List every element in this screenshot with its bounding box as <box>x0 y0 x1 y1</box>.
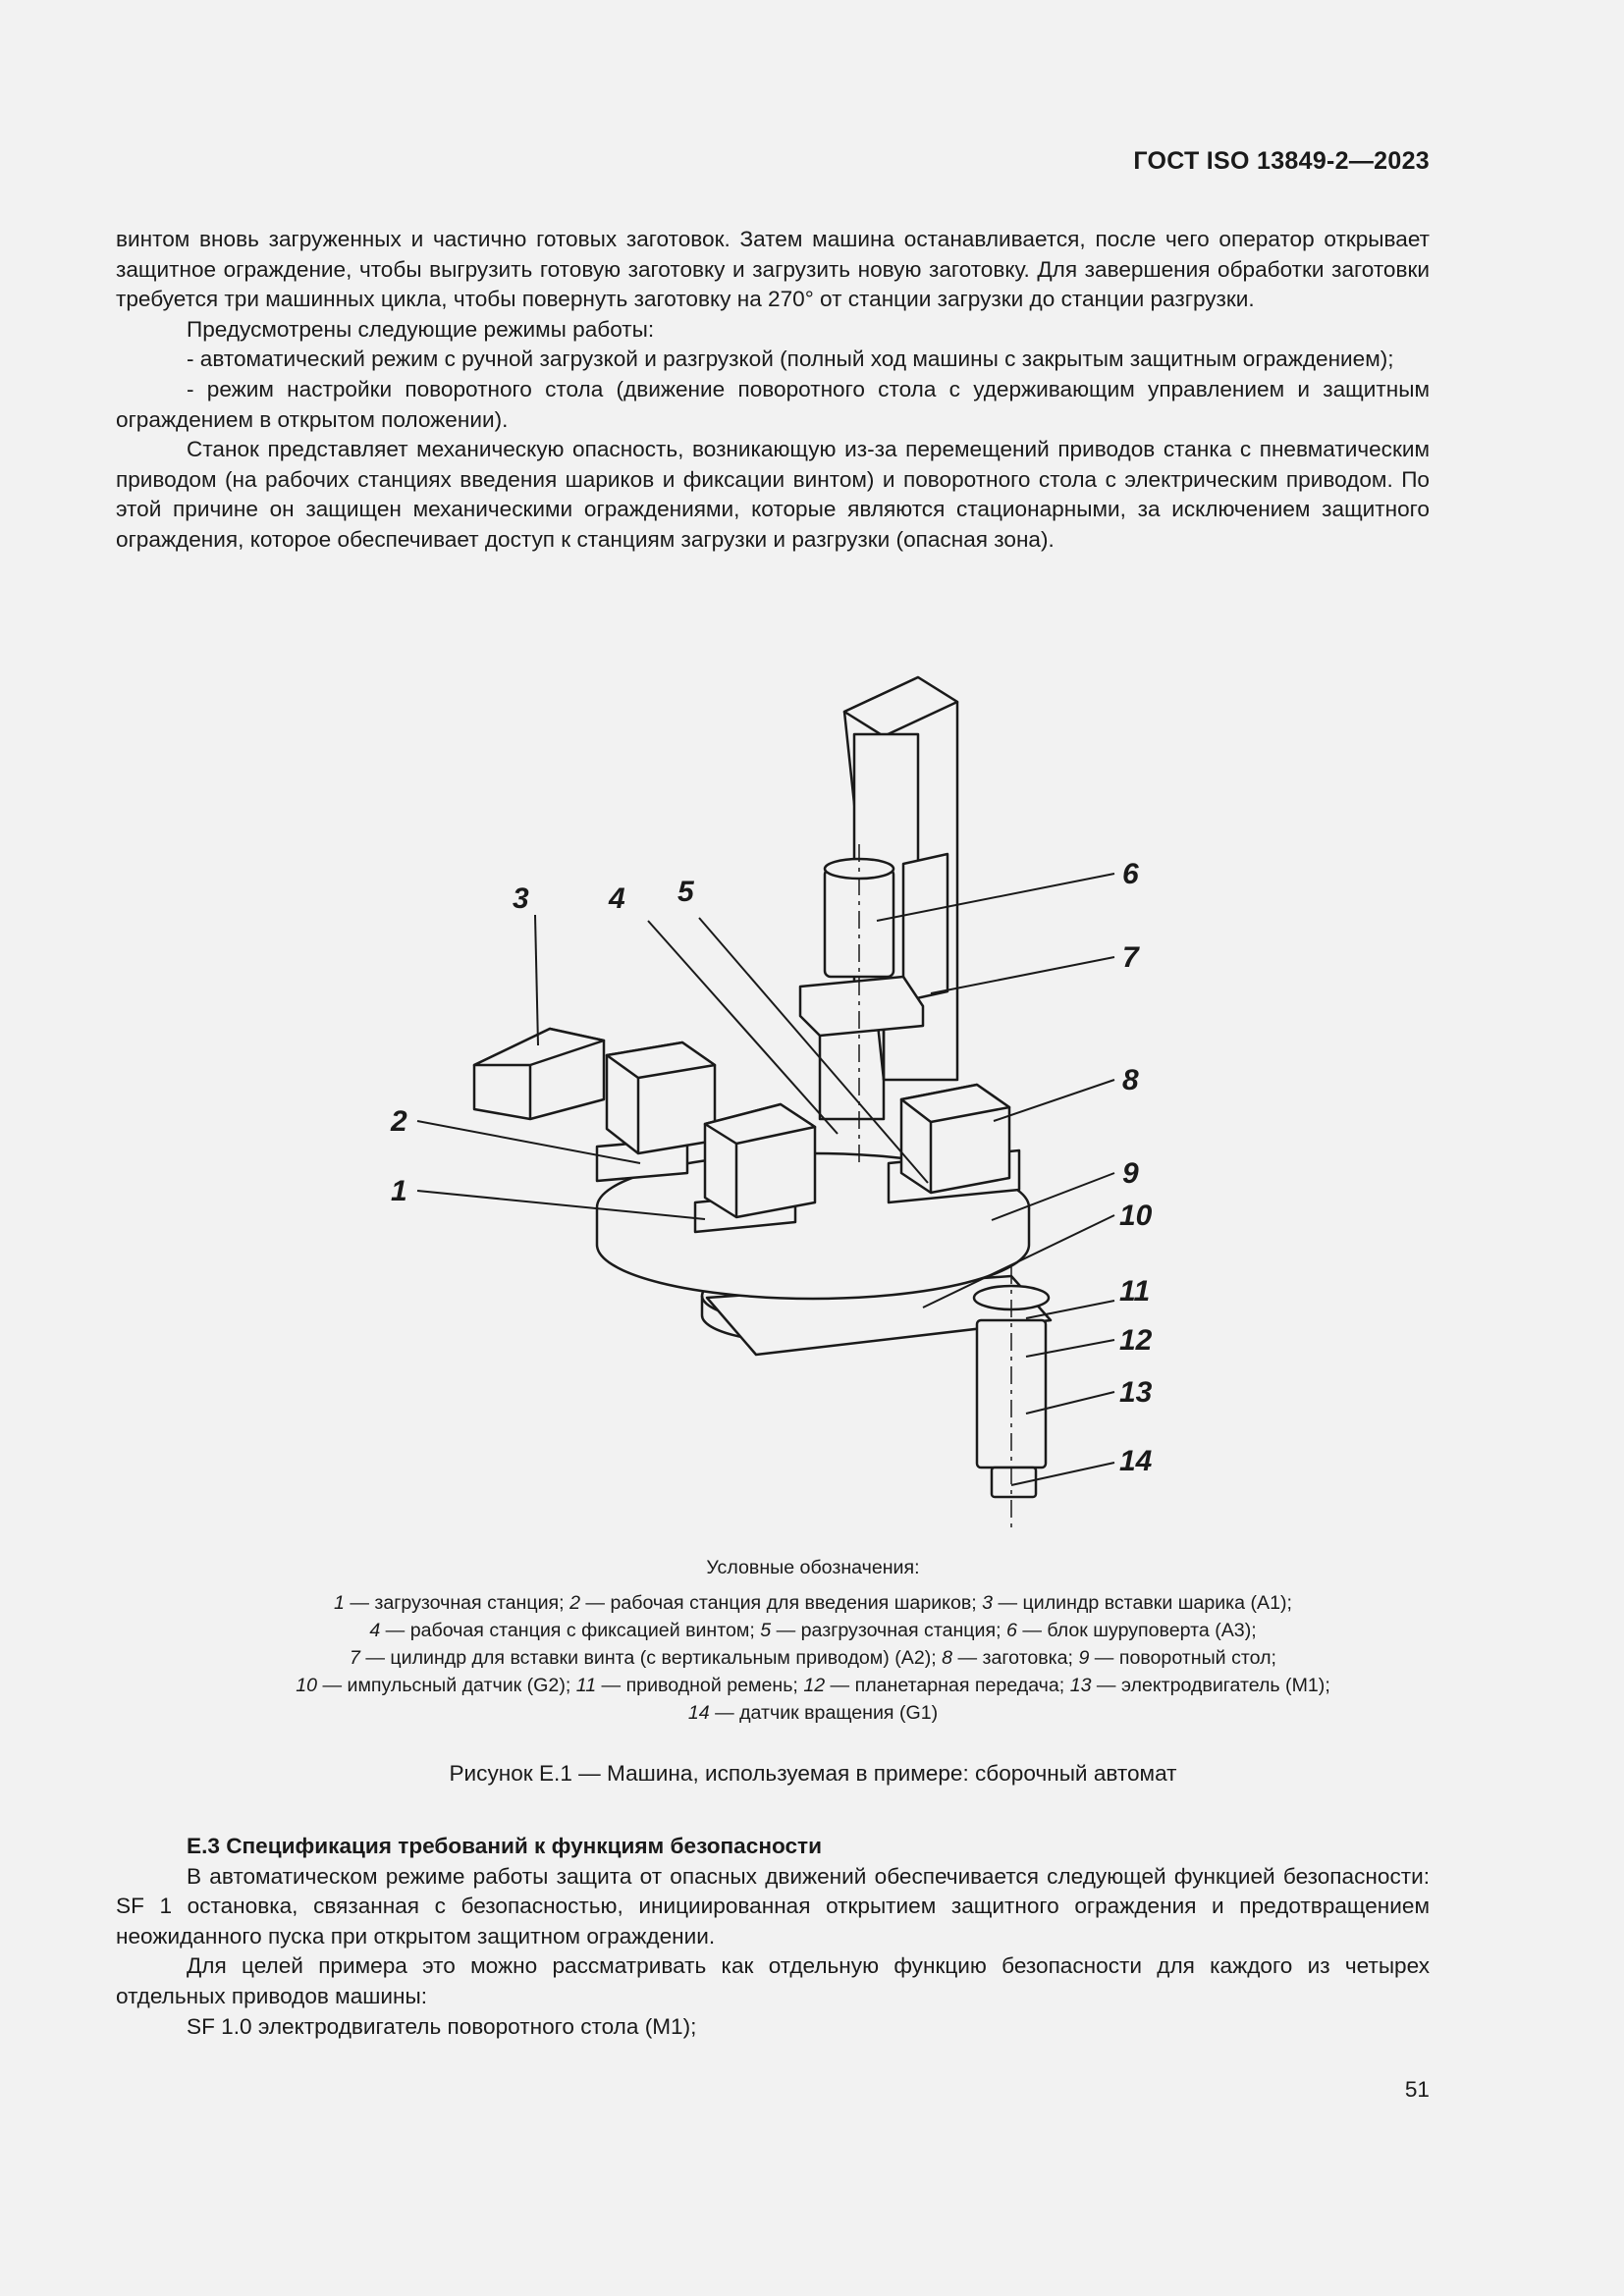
paragraph: Предусмотрены следующие режимы работы: <box>187 316 655 342</box>
label-2: 2 <box>391 1105 407 1138</box>
machine-figure <box>373 667 1434 1551</box>
label-13: 13 <box>1119 1376 1153 1409</box>
legend-title: Условные обозначения: <box>706 1557 920 1578</box>
legend-num: 5 <box>760 1620 772 1641</box>
legend-text: — планетарная передача; <box>825 1675 1070 1696</box>
label-14: 14 <box>1119 1445 1153 1477</box>
list-item: - автоматический режим с ручной загрузкой и разгрузкой (полный ход машины с закрытым защитным ограждением); <box>187 347 1394 372</box>
legend-text: — датчик вращения (G1) <box>709 1702 939 1724</box>
label-4: 4 <box>609 882 625 915</box>
legend-num: 2 <box>569 1592 580 1614</box>
legend-num: 10 <box>296 1675 318 1696</box>
document-header: ГОСТ ISO 13849-2—2023 <box>1133 147 1430 175</box>
legend-num: 1 <box>334 1592 345 1614</box>
legend-text: — цилиндр для вставки винта (с вертикальным приводом) (A2); <box>359 1647 943 1669</box>
paragraph: В автоматическом режиме работы защита от опасных движений обеспечивается следующей функцией безопасности: SF 1 остановка, связанная с безопасностью, инициированная открытием защитного ограждения и предотвращением неожиданного пуска при открытом защитном ограждении. <box>116 1863 1430 1949</box>
section-heading: E.3 Спецификация требований к функциям безопасности <box>187 1834 822 1858</box>
legend-line <box>116 1699 1510 1727</box>
label-12: 12 <box>1119 1324 1153 1357</box>
legend-num: 14 <box>687 1702 710 1724</box>
label-11: 11 <box>1119 1275 1151 1308</box>
legend-num: 12 <box>803 1675 826 1696</box>
legend-text: — рабочая станция для введения шариков; <box>579 1592 983 1614</box>
body-text-section <box>116 1832 1430 2042</box>
paragraph: винтом вновь загруженных и частично готовых заготовок. Затем машина останавливается, после чего оператор открывает защитное ограждение, чтобы выгрузить готовую заготовку и загрузить новую заготовку. Для завершения обработки заготовки требуется три машинных цикла, чтобы повернуть заготовку на 270° от станции загрузки до станции разгрузки. <box>116 227 1430 312</box>
carriage <box>903 854 947 1001</box>
machine-drawing <box>373 667 1434 1551</box>
legend-num: 7 <box>350 1647 360 1669</box>
paragraph: SF 1.0 электродвигатель поворотного стола (M1); <box>187 2013 697 2039</box>
label-6: 6 <box>1122 858 1139 890</box>
legend-num: 8 <box>942 1647 953 1669</box>
legend-line <box>116 1617 1510 1644</box>
body-text-intro <box>116 225 1430 556</box>
legend-num: 6 <box>1005 1620 1017 1641</box>
legend-text: — блок шуруповерта (A3); <box>1016 1620 1257 1641</box>
figure-caption: Рисунок E.1 — Машина, используемая в примере: сборочный автомат <box>449 1761 1177 1786</box>
list-item: - режим настройки поворотного стола (движение поворотного стола с удерживающим управлением и защитным ограждением в открытом положении). <box>116 376 1430 432</box>
legend-text: — электродвигатель (M1); <box>1091 1675 1330 1696</box>
legend-text: — импульсный датчик (G2); <box>317 1675 576 1696</box>
legend-num: 13 <box>1069 1675 1092 1696</box>
paragraph: Для целей примера это можно рассматривать как отдельную функцию безопасности для каждого из четырех отдельных приводов машины: <box>116 1953 1430 2008</box>
legend-num: 3 <box>982 1592 994 1614</box>
legend-line <box>116 1589 1510 1617</box>
legend-text: — загрузочная станция; <box>344 1592 570 1614</box>
legend-num: 11 <box>575 1675 597 1696</box>
label-7: 7 <box>1122 941 1139 974</box>
legend-line <box>116 1672 1510 1699</box>
label-10: 10 <box>1119 1200 1153 1232</box>
screwdriver-head <box>800 977 923 1036</box>
legend-text: — разгрузочная станция; <box>771 1620 1006 1641</box>
legend-text: — рабочая станция с фиксацией винтом; <box>380 1620 761 1641</box>
legend-text: — цилиндр вставки шарика (A1); <box>993 1592 1292 1614</box>
legend-num: 4 <box>369 1620 381 1641</box>
figure-legend <box>116 1554 1510 1727</box>
label-3: 3 <box>513 882 529 915</box>
paragraph: Станок представляет механическую опасность, возникающую из-за перемещений приводов станка с пневматическим приводом (на рабочих станциях введения шариков и фиксации винтом) и поворотного стола с электрическим приводом. По этой причине он защищен механическими ограждениями, которые являются стационарными, за исключением защитного ограждения, которое обеспечивает доступ к станциям загрузки и разгрузки (опасная зона). <box>116 437 1430 552</box>
page-number: 51 <box>1404 2077 1430 2102</box>
label-8: 8 <box>1122 1064 1139 1096</box>
label-5: 5 <box>677 876 694 908</box>
legend-text: — заготовка; <box>952 1647 1079 1669</box>
legend-num: 9 <box>1078 1647 1090 1669</box>
legend-line <box>116 1644 1510 1672</box>
label-9: 9 <box>1122 1157 1139 1190</box>
label-1: 1 <box>391 1175 407 1207</box>
legend-text: — поворотный стол; <box>1089 1647 1276 1669</box>
legend-text: — приводной ремень; <box>596 1675 804 1696</box>
